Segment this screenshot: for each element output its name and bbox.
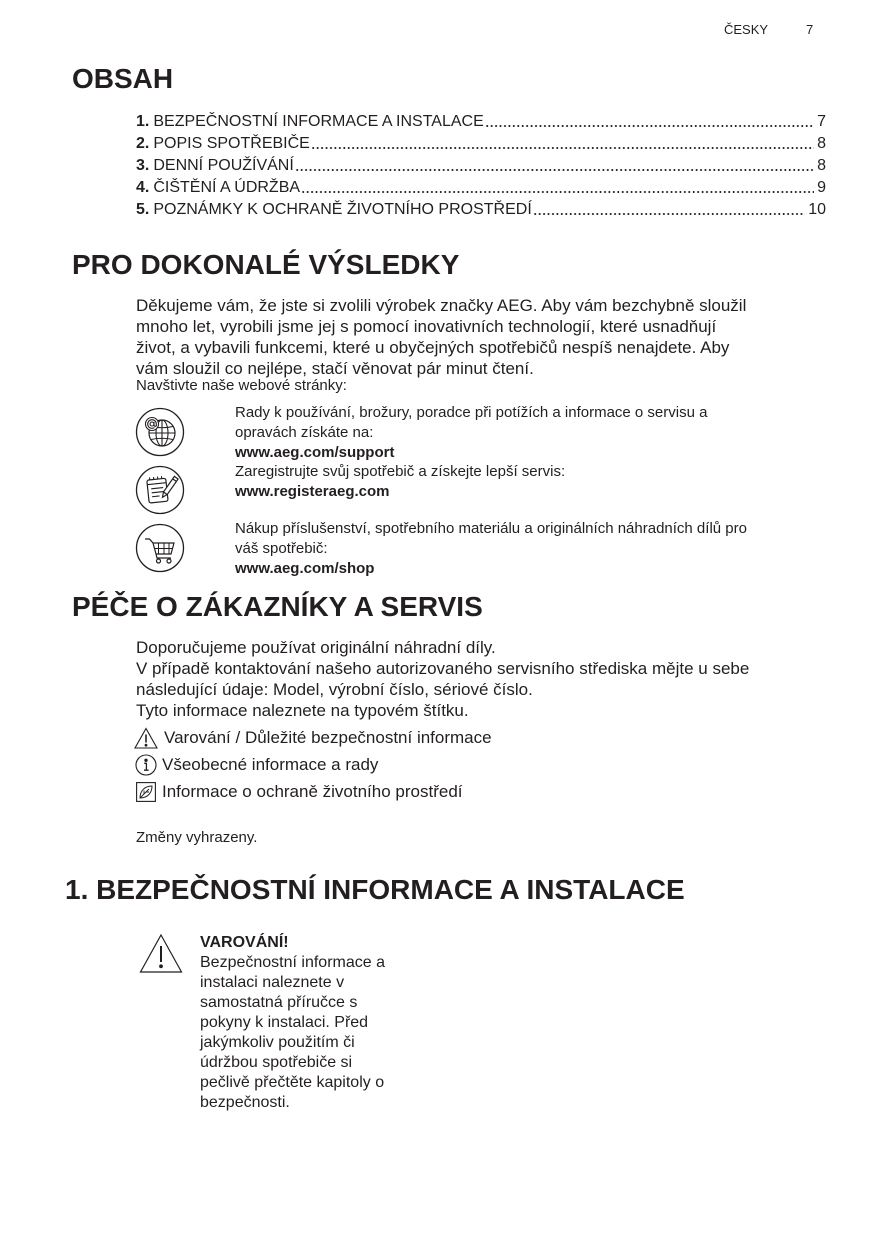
customer-care-heading: PÉČE O ZÁKAZNÍKY A SERVIS	[72, 591, 483, 622]
toc-entry-title: POZNÁMKY K OCHRANĚ ŽIVOTNÍHO PROSTŘEDÍ	[153, 201, 532, 218]
toc-entry[interactable]	[136, 111, 826, 133]
support-link-text: opravách získáte na:	[235, 424, 374, 441]
intro-paragraph	[136, 295, 746, 379]
shop-link-text: Nákup příslušenství, spotřebního materiálu a originálních náhradních dílů pro	[235, 520, 747, 537]
toc-entry-number: 2.	[136, 135, 150, 152]
notepad-pen-icon	[135, 465, 185, 515]
care-line: Doporučujeme používat originální náhradní díly.	[136, 638, 496, 657]
support-url[interactable]: www.aeg.com/support	[235, 444, 395, 461]
toc-entry[interactable]	[136, 177, 826, 199]
shop-url[interactable]: www.aeg.com/shop	[235, 560, 375, 577]
toc-entry-title: BEZPEČNOSTNÍ INFORMACE A INSTALACE	[153, 113, 484, 130]
warning-line: jakýmkoliv použitím či	[200, 1034, 355, 1051]
toc-entry-page: 8	[817, 157, 826, 174]
toc-entry[interactable]	[136, 133, 826, 155]
globe-at-icon	[135, 407, 185, 457]
toc-dot-leader	[311, 133, 814, 155]
toc-entry-number: 1.	[136, 113, 150, 130]
warning-line: údržbou spotřebiče si	[200, 1054, 353, 1071]
shop-link-text: váš spotřebič:	[235, 540, 328, 557]
legend-environment-label: Informace o ochraně životního prostředí	[162, 782, 463, 801]
leaf-icon	[136, 782, 156, 802]
care-line: V případě kontaktování našeho autorizovaného servisního střediska mějte u sebe	[136, 659, 750, 678]
toc-dot-leader	[485, 111, 814, 133]
toc-dot-leader	[301, 177, 814, 199]
intro-line: Děkujeme vám, že jste si zvolili výrobek značky AEG. Aby vám bezchybně sloužil	[136, 296, 747, 315]
warning-line: pokyny k instalaci. Před	[200, 1014, 369, 1031]
warning-title: VAROVÁNÍ!	[200, 934, 289, 951]
visit-website-text: Navštivte naše webové stránky:	[136, 377, 347, 394]
intro-line: mnoho let, vyrobili jsme jej s pomocí inovativních technologií, které usnadňují	[136, 317, 717, 336]
support-link-text: Rady k používání, brožury, poradce při potížích a informace o servisu a	[235, 404, 708, 421]
register-link-text: Zaregistrujte svůj spotřebič a získejte lepší servis:	[235, 463, 566, 480]
toc-dot-leader	[533, 199, 805, 221]
page-number: 7	[806, 22, 814, 37]
warning-line: Bezpečnostní informace a	[200, 954, 385, 971]
toc-entry-title: DENNÍ POUŽÍVÁNÍ	[153, 157, 294, 174]
warning-line: samostatná příručce s	[200, 994, 358, 1011]
toc-entry-number: 3.	[136, 157, 150, 174]
toc-entry-title: POPIS SPOTŘEBIČE	[153, 135, 310, 152]
intro-line: život, a vybavili funkcemi, které u obyčejných spotřebičů nespíš nenajdete. Aby	[136, 338, 730, 357]
warning-line: bezpečnosti.	[200, 1094, 290, 1111]
shop-link-block	[235, 519, 747, 579]
toc-entry[interactable]	[136, 199, 826, 221]
support-link-block	[235, 403, 707, 463]
toc-entry[interactable]	[136, 155, 826, 177]
results-heading: PRO DOKONALÉ VÝSLEDKY	[72, 249, 460, 280]
info-icon	[135, 754, 157, 776]
toc-entry-page: 10	[808, 201, 826, 218]
safety-warning-box	[200, 933, 385, 1113]
warning-icon	[139, 933, 183, 975]
table-of-contents	[136, 111, 826, 221]
shopping-cart-icon	[135, 523, 185, 573]
changes-reserved-note: Změny vyhrazeny.	[136, 829, 258, 846]
register-url[interactable]: www.registeraeg.com	[235, 483, 390, 500]
care-line: následující údaje: Model, výrobní číslo, sériové číslo.	[136, 680, 533, 699]
toc-entry-title: ČIŠTĚNÍ A ÚDRŽBA	[153, 179, 301, 196]
toc-dot-leader	[295, 155, 814, 177]
toc-entry-page: 8	[817, 135, 826, 152]
toc-entry-page: 7	[817, 113, 826, 130]
toc-heading: OBSAH	[72, 63, 174, 94]
warning-icon	[134, 727, 158, 749]
customer-care-paragraph	[136, 637, 749, 721]
safety-section-heading: 1. BEZPEČNOSTNÍ INFORMACE A INSTALACE	[65, 874, 685, 905]
intro-line: vám sloužil co nejlépe, stačí věnovat pár minut čtení.	[136, 359, 534, 378]
legend-info-label: Všeobecné informace a rady	[162, 755, 379, 774]
toc-entry-number: 4.	[136, 179, 150, 196]
warning-line: instalaci naleznete v	[200, 974, 345, 991]
toc-entry-number: 5.	[136, 201, 150, 218]
language-label: ČESKY	[724, 22, 769, 37]
legend-warning-label: Varování / Důležité bezpečnostní informace	[164, 728, 492, 747]
register-link-block	[235, 462, 565, 502]
care-line: Tyto informace naleznete na typovém štítku.	[136, 701, 469, 720]
warning-line: pečlivě přečtěte kapitoly o	[200, 1074, 385, 1091]
toc-entry-page: 9	[817, 179, 826, 196]
